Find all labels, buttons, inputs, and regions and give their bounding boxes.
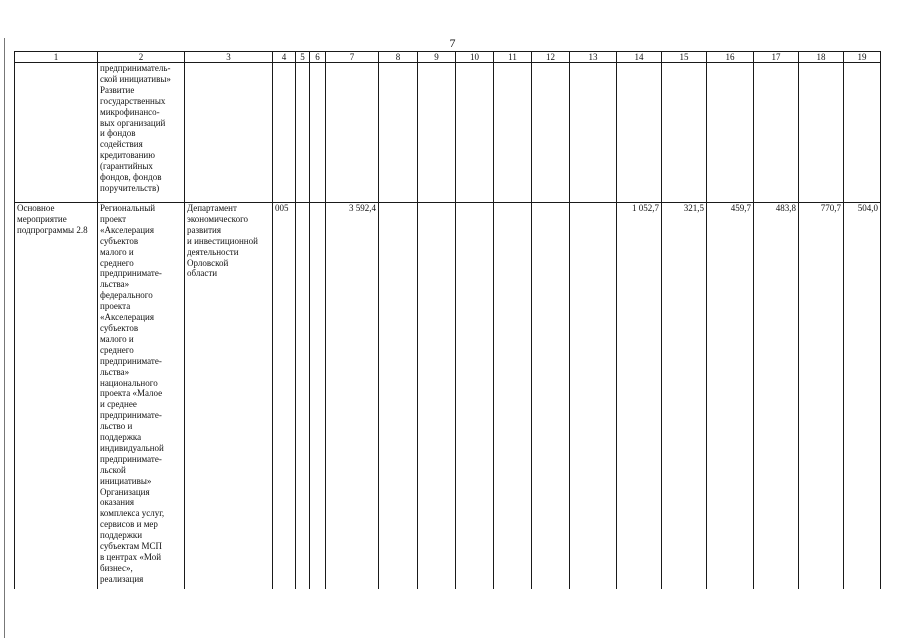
column-header: 4: [273, 52, 296, 63]
cell-col10: [456, 63, 494, 203]
cell-col14: 1 052,7: [617, 203, 662, 590]
column-header: 16: [707, 52, 754, 63]
column-header: 10: [456, 52, 494, 63]
cell-description: предприниматель- ской инициативы» Развитие государственных микрофинансо- вых организаций и фондов содействия кредитованию (гарантийных фондов, фондов поручительств): [98, 63, 185, 203]
cell-col11: [494, 203, 532, 590]
cell-col15: 321,5: [662, 203, 707, 590]
column-header: 9: [418, 52, 456, 63]
column-header: 3: [185, 52, 273, 63]
cell-col6: [310, 63, 326, 203]
cell-col5: [296, 203, 310, 590]
cell-code: [273, 63, 296, 203]
table-row: [15, 203, 881, 590]
cell-col11: [494, 63, 532, 203]
column-header: 19: [844, 52, 881, 63]
column-header: 18: [799, 52, 844, 63]
cell-col13: [570, 203, 617, 590]
column-header: 5: [296, 52, 310, 63]
cell-col19: [844, 63, 881, 203]
cell-col12: [532, 63, 570, 203]
budget-table: [14, 51, 881, 589]
cell-col18: [799, 63, 844, 203]
column-header: 13: [570, 52, 617, 63]
cell-executor: [185, 63, 273, 203]
cell-col5: [296, 63, 310, 203]
cell-col17: [754, 63, 799, 203]
cell-col13: [570, 63, 617, 203]
column-header: 1: [15, 52, 98, 63]
page-number: 7: [449, 36, 456, 50]
cell-col9: [418, 203, 456, 590]
cell-col10: [456, 203, 494, 590]
cell-col16: [707, 63, 754, 203]
cell-code: 005: [273, 203, 296, 590]
column-header: 7: [326, 52, 379, 63]
binding-margin-line: [4, 38, 5, 638]
cell-col6: [310, 203, 326, 590]
cell-item-name: [15, 63, 98, 203]
cell-col19: 504,0: [844, 203, 881, 590]
cell-col16: 459,7: [707, 203, 754, 590]
cell-col14: [617, 63, 662, 203]
cell-col8: [379, 63, 418, 203]
column-header: 6: [310, 52, 326, 63]
table-row: [15, 63, 881, 203]
cell-total: [326, 63, 379, 203]
cell-col17: 483,8: [754, 203, 799, 590]
cell-col8: [379, 203, 418, 590]
cell-description: Региональный проект «Акселерация субъектов малого и среднего предпринимате- льства» федерального проекта «Акселерация субъектов малого и среднего предпринимате- льства» национального проекта «Малое и среднее предпринимате- льство и поддержка индивидуальной предпринимате- льской инициативы» Организация оказания комплекса услуг, сервисов и мер поддержки субъектам МСП в центрах «Мой бизнес», реализация: [98, 203, 185, 590]
cell-col12: [532, 203, 570, 590]
cell-executor: Департамент экономического развития и инвестиционной деятельности Орловской области: [185, 203, 273, 590]
cell-total: 3 592,4: [326, 203, 379, 590]
column-header: 2: [98, 52, 185, 63]
column-header: 8: [379, 52, 418, 63]
cell-col18: 770,7: [799, 203, 844, 590]
cell-col9: [418, 63, 456, 203]
column-header: 14: [617, 52, 662, 63]
cell-item-name: Основное мероприятие подпрограммы 2.8: [15, 203, 98, 590]
cell-col15: [662, 63, 707, 203]
column-header: 11: [494, 52, 532, 63]
column-header: 15: [662, 52, 707, 63]
column-header: 12: [532, 52, 570, 63]
column-header: 17: [754, 52, 799, 63]
column-number-header: [15, 52, 881, 63]
